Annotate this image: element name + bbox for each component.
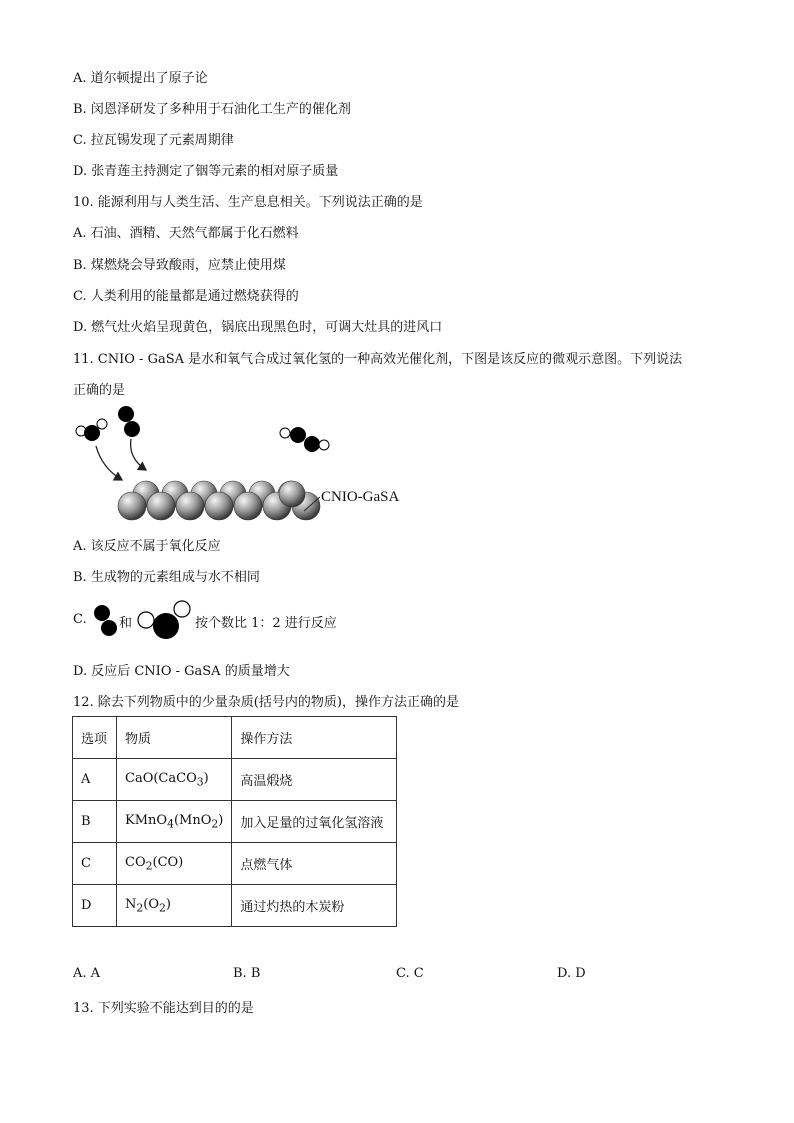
q9-option-b: B. 闵恩泽研发了多种用于石油化工生产的催化剂 [73,102,351,117]
row-substance: $N_2(O_2)$ [117,885,232,927]
hydrogen-peroxide-molecule [280,427,329,452]
q10-option-c: C. 人类利用的能量都是通过燃烧获得的 [73,289,299,304]
row-substance: $CO_2(CO)$ [117,843,232,885]
row-option: D [73,885,117,927]
q13-stem: 13. 下列实验不能达到目的的是 [73,1001,254,1016]
catalyst-surface [118,481,320,520]
table-row [73,843,397,885]
q11-option-d: D. 反应后 CNIO - GaSA 的质量增大 [73,664,290,679]
arrow-water [96,446,122,480]
q11-stem-line1: 11. CNIO - GaSA 是水和氧气合成过氧化氢的一种高效光催化剂，下图是该反应的微观示意图。下列说法 [73,352,683,367]
row-substance: KMnO$_4$(MnO$_2$) [117,801,232,843]
q9-option-d: D. 张青莲主持测定了铟等元素的相对原子质量 [73,164,339,179]
q11-option-c [73,598,573,642]
q12-stem: 12. 除去下列物质中的少量杂质(括号内的物质)，操作方法正确的是 [73,695,459,710]
row-option: A [73,759,117,801]
header-substance: 物质 [117,717,232,759]
table-row [73,759,397,801]
q12-answer-d: D. D [557,966,586,981]
table-row [73,801,397,843]
q11-option-a: A. 该反应不属于氧化反应 [73,539,221,554]
q11-option-c-text: 按个数比 1：2 进行反应 [195,616,337,631]
q10-option-d: D. 燃气灶火焰呈现黄色，锅底出现黑色时，可调大灶具的进风口 [73,320,443,335]
row-method: 通过灼热的木炭粉 [232,885,397,927]
q10-option-b: B. 煤燃烧会导致酸雨，应禁止使用煤 [73,258,286,273]
arrow-oxygen [131,439,146,470]
row-method: 点燃气体 [232,843,397,885]
reaction-diagram [70,402,430,526]
q11-option-c-and: 和 [119,616,133,631]
oxygen-molecule [118,406,140,437]
row-method: 加入足量的过氧化氢溶液 [232,801,397,843]
q11-option-c-label: C. [73,612,87,627]
q11-option-b: B. 生成物的元素组成与水不相同 [73,570,260,585]
q12-answer-a: A. A [73,966,101,981]
q9-option-c: C. 拉瓦锡发现了元素周期律 [73,133,234,148]
q12-answer-b: B. B [233,966,261,981]
row-option: B [73,801,117,843]
q10-option-a: A. 石油、酒精、天然气都属于化石燃料 [73,226,299,241]
table-header-row [73,717,397,759]
q10-stem: 10. 能源利用与人类生活、生产息息相关。下列说法正确的是 [73,195,423,210]
table-row [73,885,397,927]
q12-answer-c: C. C [396,966,424,981]
row-option: C [73,843,117,885]
catalyst-label: CNIO-GaSA [321,489,400,505]
oxygen-molecule-icon [94,605,117,636]
q12-table [72,716,397,927]
q11-stem-line2: 正确的是 [73,383,126,398]
row-substance: CaO(CaCO$_3$) [117,759,232,801]
header-option: 选项 [73,717,117,759]
header-method: 操作方法 [232,717,397,759]
row-method: 高温煅烧 [232,759,397,801]
q9-option-a: A. 道尔顿提出了原子论 [73,71,208,86]
water-molecule [76,419,107,441]
water-molecule-icon [138,601,190,639]
